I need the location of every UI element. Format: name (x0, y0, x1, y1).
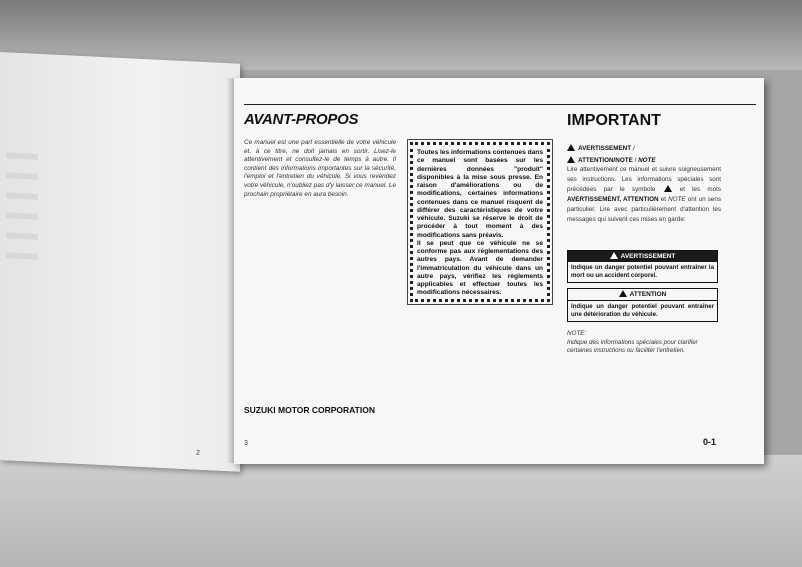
caution-box-text: Indique un danger potentiel pouvant entraîner une détérioration du véhicule. (568, 301, 717, 321)
page-code: 0-1 (703, 437, 717, 447)
warning-box-text: Indique un danger potentiel pouvant entraîner la mort ou un accident corporel. (568, 262, 717, 282)
info-box-paragraph-1: Toutes les informations contenues dans ce manuel sont basées sur les dernières données "produit" disponibles à la mise sous presse. En raison d'améliorations ou de modifications, certaines informations contenues dans ce manuel risquent de différer des caractéristiques de votre véhicule. Suzuki se réserve le droit de procéder à tout moment à des modifications sans préavis. (417, 149, 543, 239)
note-label-bold: NOTE (638, 157, 656, 164)
important-title: IMPORTANT (567, 112, 661, 129)
warning-box (567, 250, 718, 283)
left-page (0, 52, 240, 472)
warning-triangle-icon (567, 156, 575, 163)
attention-note-line (567, 156, 656, 164)
caution-box-header (568, 289, 717, 301)
important-body-bold: AVERTISSEMENT, ATTENTION (567, 196, 659, 204)
info-box-paragraph-2: Il se peut que ce véhicule ne se conforme pas aux réglementations des autres pays. Avant de demander l'immatriculation du véhicule dans un autre pays, vérifiez les règlements applicables et effectuer toutes les modifications nécessaires. (417, 239, 543, 297)
attention-note-separator: / (634, 157, 637, 164)
right-page (234, 78, 764, 464)
important-body-a: Lire attentivement ce manuel et suivre soigneusement ses instructions. Les informations spéciales sont précédées par le symbole (567, 166, 721, 194)
avant-propos-intro: Ce manuel est une part essentielle de votre véhicule et, à ce titre, ne doit jamais en sortir. Lisez-le attentivement et consultez-le de temps à autre. Il contient des informations importantes sur la sécurité, l'emploi et l'entretien du véhicule. Si vous revendez votre véhicule, n'oubliez pas d'y laisser ce manuel. Le prochain propriétaire en aura besoin. (244, 139, 396, 198)
warning-triangle-icon (567, 144, 575, 151)
important-body-c: et (660, 196, 666, 204)
note-text: Indique des informations spéciales pour clarifier certaines instructions ou faciliter l'entretien. (567, 339, 698, 355)
note-label: NOTE: (567, 330, 587, 337)
important-body (567, 165, 721, 226)
warning-triangle-icon (664, 185, 672, 192)
important-body-d: ont un sens particulier. Lire avec particulièrement d'attention les messages qui suivent ces mises en garde: (567, 196, 722, 224)
warning-box-title: AVERTISSEMENT (620, 253, 676, 260)
faint-bleed-through (6, 152, 46, 274)
warning-triangle-icon (610, 252, 618, 259)
caution-box (567, 288, 718, 322)
background-bottom (0, 455, 802, 567)
warning-box-header (568, 251, 717, 262)
corporation-name: SUZUKI MOTOR CORPORATION (244, 405, 375, 415)
warning-triangle-icon (619, 290, 627, 297)
caution-box-title: ATTENTION (629, 291, 667, 298)
important-body-note: NOTE (668, 196, 686, 204)
attention-note-label: ATTENTION/NOTE (578, 157, 633, 164)
avertissement-suffix: / (632, 145, 635, 152)
avant-propos-title: AVANT-PROPOS (244, 111, 359, 128)
important-body-b: et les mots (679, 186, 722, 194)
info-box (410, 142, 550, 302)
right-page-number: 3 (244, 440, 248, 447)
header-rule (244, 104, 756, 105)
avertissement-line (567, 144, 635, 152)
left-page-number: 2 (196, 449, 200, 457)
avertissement-label: AVERTISSEMENT (578, 145, 632, 152)
